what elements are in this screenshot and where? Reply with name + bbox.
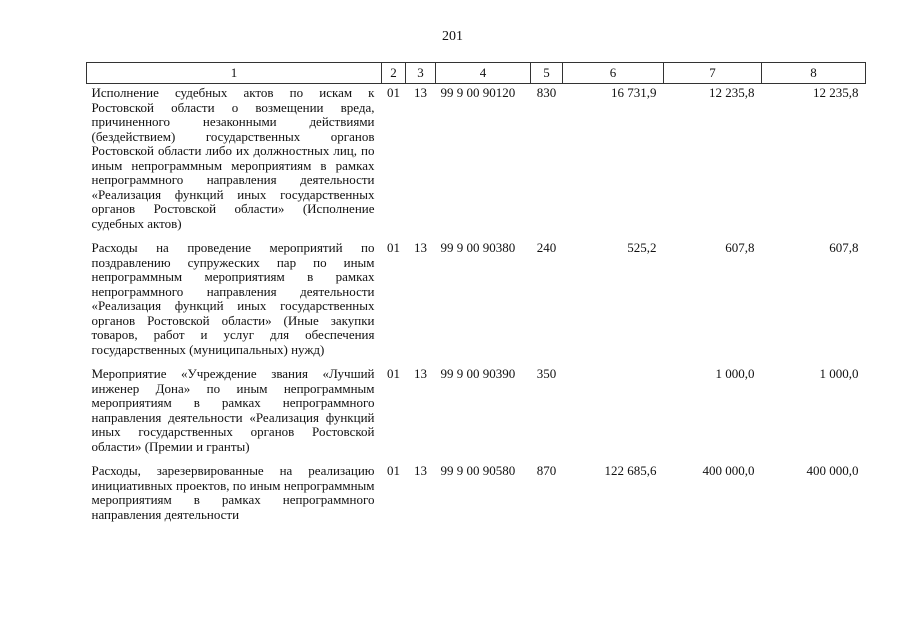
amount-col-8: 1 000,0 bbox=[819, 366, 859, 381]
row-description: Расходы на проведение мероприятий по поздравлению супружеских пар по иным непрограммным мероприятиям в рамках непрограммного направления деятельности «Реализация функций иных государственных органов Ростовской области» (Иные закупки товаров, работ и услуг для обеспечения государственных (муниципальных) нужд) bbox=[91, 240, 375, 357]
table-header-row bbox=[87, 63, 866, 84]
expense-type-code: 830 bbox=[536, 85, 557, 100]
budget-table bbox=[86, 62, 866, 530]
subsection-code: 13 bbox=[414, 463, 427, 478]
amount-col-7: 607,8 bbox=[725, 240, 755, 255]
amount-col-6: 525,2 bbox=[627, 240, 657, 255]
subsection-code: 13 bbox=[414, 85, 427, 100]
expense-type-code: 240 bbox=[536, 240, 557, 255]
target-article-code: 99 9 00 90390 bbox=[440, 366, 516, 381]
target-article-code: 99 9 00 90580 bbox=[440, 463, 516, 478]
section-code: 01 bbox=[387, 240, 400, 255]
column-header-3: 3 bbox=[406, 63, 436, 84]
amount-col-6: 122 685,6 bbox=[604, 463, 657, 478]
column-header-7: 7 bbox=[664, 63, 762, 84]
target-article-code: 99 9 00 90120 bbox=[440, 85, 516, 100]
column-header-2: 2 bbox=[382, 63, 406, 84]
amount-col-7: 400 000,0 bbox=[702, 463, 755, 478]
row-description: Расходы, зарезервированные на реализацию инициативных проектов, по иным непрограммным мероприятиям в рамках непрограммного направления деятельности bbox=[91, 463, 375, 522]
expense-type-code: 870 bbox=[536, 463, 557, 478]
target-article-code: 99 9 00 90380 bbox=[440, 240, 516, 255]
row-description: Исполнение судебных актов по искам к Ростовской области о возмещении вреда, причиненного незаконными действиями (бездействием) государственных органов Ростовской области либо их должностных лиц, по иным непрограммным мероприятиям в рамках непрограммного направления деятельности «Реализация функций иных государственных органов Ростовской области» (Исполнение судебных актов) bbox=[91, 85, 375, 231]
amount-col-6 bbox=[563, 365, 664, 462]
column-header-6: 6 bbox=[563, 63, 664, 84]
amount-col-6: 16 731,9 bbox=[611, 85, 657, 100]
column-header-5: 5 bbox=[531, 63, 563, 84]
amount-col-8: 400 000,0 bbox=[806, 463, 859, 478]
amount-col-8: 12 235,8 bbox=[813, 85, 859, 100]
section-code: 01 bbox=[387, 463, 400, 478]
page-number: 201 bbox=[442, 29, 463, 44]
column-header-1: 1 bbox=[87, 63, 382, 84]
table-row bbox=[87, 365, 866, 462]
amount-col-7: 12 235,8 bbox=[709, 85, 755, 100]
row-description: Мероприятие «Учреждение звания «Лучший инженер Дона» по иным непрограммным мероприятиям в рамках непрограммного направления деятельности «Реализация функций иных государственных органов Ростовской области» (Премии и гранты) bbox=[91, 366, 375, 454]
subsection-code: 13 bbox=[414, 366, 427, 381]
table-row bbox=[87, 462, 866, 530]
column-header-4: 4 bbox=[436, 63, 531, 84]
column-header-8: 8 bbox=[762, 63, 866, 84]
section-code: 01 bbox=[387, 85, 400, 100]
amount-col-7: 1 000,0 bbox=[715, 366, 755, 381]
table-row bbox=[87, 84, 866, 240]
amount-col-8: 607,8 bbox=[829, 240, 859, 255]
subsection-code: 13 bbox=[414, 240, 427, 255]
table-row bbox=[87, 239, 866, 365]
expense-type-code: 350 bbox=[536, 366, 557, 381]
section-code: 01 bbox=[387, 366, 400, 381]
